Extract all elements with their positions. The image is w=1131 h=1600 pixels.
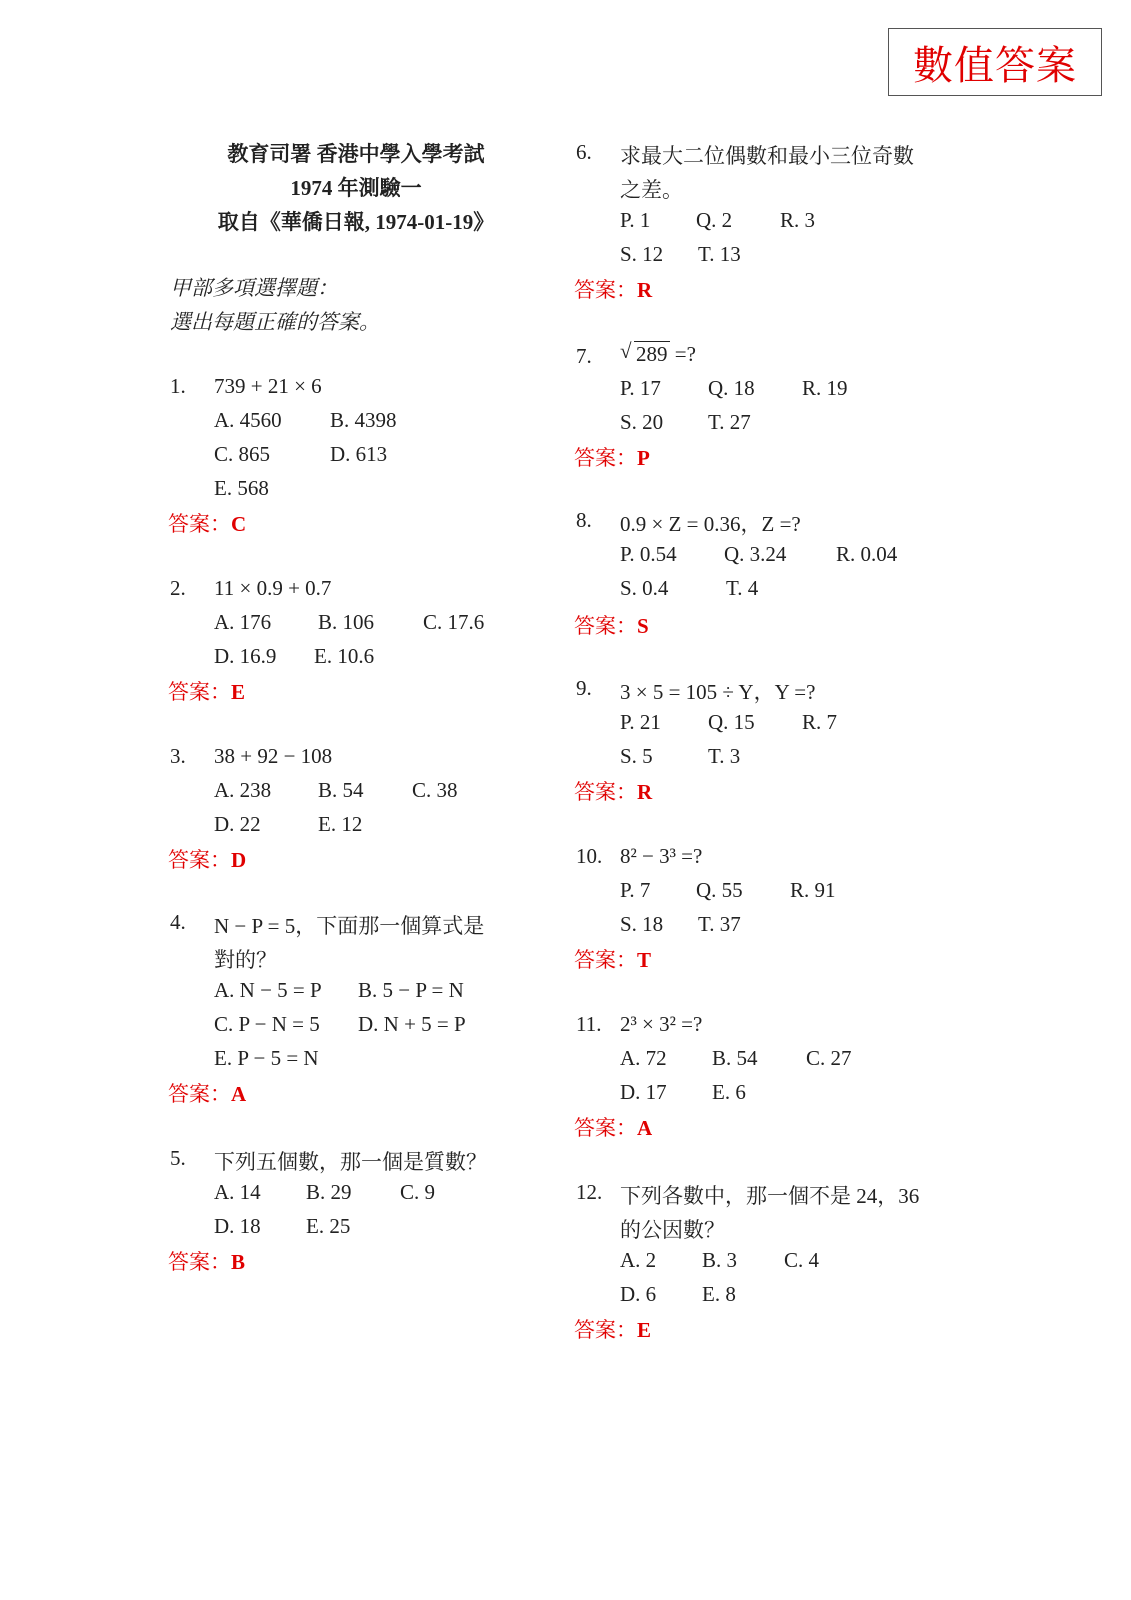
option: S. 12 (620, 242, 664, 266)
option: P. 21 (620, 710, 661, 734)
answer-label: 答案： (574, 1116, 637, 1140)
option: P. 1 (620, 208, 651, 232)
option: E. 10.6 (314, 644, 375, 668)
option: C. P − N = 5 (214, 1012, 320, 1036)
answer (574, 1314, 651, 1344)
question-text: 0.9 × Z = 0.36，Z =? (620, 512, 801, 536)
option: E. 568 (214, 476, 269, 500)
option: B. 106 (318, 610, 375, 634)
option: C. 4 (784, 1248, 820, 1272)
option: A. 238 (214, 778, 272, 802)
exam-source: 取自《華僑日報, 1974-01-19》 (217, 210, 495, 234)
option: B. 54 (712, 1046, 758, 1070)
option: Q. 3.24 (724, 542, 787, 566)
option: E. 12 (318, 812, 363, 836)
question-number: 8. (576, 508, 592, 532)
option: E. 6 (712, 1080, 746, 1104)
section-title: 甲部多項選擇題： (170, 276, 338, 300)
option: A. 2 (620, 1248, 657, 1272)
answer-type-stamp: 數值答案 (888, 28, 1102, 96)
question-number: 1. (170, 374, 186, 398)
option: Q. 2 (696, 208, 733, 232)
option: R. 0.04 (836, 542, 898, 566)
option: T. 13 (698, 242, 741, 266)
question-number: 10. (576, 844, 603, 868)
answer-label: 答案： (168, 848, 231, 872)
answer (168, 1078, 246, 1108)
answer-value: B (231, 1250, 246, 1274)
answer (574, 776, 652, 806)
answer-value: C (231, 512, 247, 536)
option: P. 0.54 (620, 542, 677, 566)
answer-label: 答案： (168, 512, 231, 536)
option: C. 9 (400, 1180, 436, 1204)
radical-sign: √ (620, 339, 632, 363)
answer-value: E (637, 1318, 652, 1342)
answer-label: 答案： (168, 680, 231, 704)
option: P. 7 (620, 878, 651, 902)
answer-label: 答案： (574, 948, 637, 972)
answer-value: R (637, 780, 653, 804)
exam-subtitle: 1974 年測驗一 (290, 176, 422, 200)
option: Q. 55 (696, 878, 743, 902)
option: D. 6 (620, 1282, 657, 1306)
option: A. 176 (214, 610, 272, 634)
answer (574, 442, 650, 472)
section-instruction: 選出每題正確的答案。 (170, 310, 380, 334)
question-text: 2³ × 3² =? (620, 1012, 703, 1036)
question-text: 3 × 5 = 105 ÷ Y，Y =? (620, 680, 816, 704)
answer-label: 答案： (574, 614, 637, 638)
option: D. 16.9 (214, 644, 277, 668)
option: B. 4398 (330, 408, 397, 432)
option: E. 8 (702, 1282, 736, 1306)
option: E. 25 (306, 1214, 351, 1238)
question-number: 6. (576, 140, 592, 164)
answer (168, 508, 246, 538)
option: R. 3 (780, 208, 816, 232)
option: T. 37 (698, 912, 741, 936)
answer-label: 答案： (574, 278, 637, 302)
option: T. 27 (708, 410, 751, 434)
question-number: 7. (576, 344, 592, 368)
option: A. 4560 (214, 408, 282, 432)
option: C. 865 (214, 442, 271, 466)
option: D. 613 (330, 442, 388, 466)
question-text-continued: 的公因數？ (620, 1218, 725, 1242)
option: B. 5 − P = N (358, 978, 464, 1002)
question-text: 739 + 21 × 6 (214, 374, 322, 398)
answer-value: T (637, 948, 652, 972)
option: R. 7 (802, 710, 838, 734)
square-root-symbol (620, 339, 670, 367)
answer-label: 答案： (574, 1318, 637, 1342)
answer (574, 274, 652, 304)
option: S. 18 (620, 912, 664, 936)
option: C. 27 (806, 1046, 852, 1070)
option: A. 72 (620, 1046, 667, 1070)
option: Q. 15 (708, 710, 755, 734)
answer (168, 1246, 245, 1276)
option: T. 3 (708, 744, 741, 768)
answer-label: 答案： (574, 446, 637, 470)
answer-value: P (637, 446, 650, 470)
option: P. 17 (620, 376, 661, 400)
question-number: 9. (576, 676, 592, 700)
option: B. 3 (702, 1248, 738, 1272)
answer (168, 844, 246, 874)
question-number: 11. (576, 1012, 602, 1036)
question-text: 下列各數中，那一個不是 24，36 (620, 1184, 920, 1208)
answer (574, 944, 651, 974)
answer-label: 答案： (574, 780, 637, 804)
answer (168, 676, 245, 706)
question-text: 11 × 0.9 + 0.7 (214, 576, 332, 600)
option: A. 14 (214, 1180, 261, 1204)
option: A. N − 5 = P (214, 978, 322, 1002)
answer-value: D (231, 848, 247, 872)
answer (574, 610, 649, 640)
option: D. 22 (214, 812, 261, 836)
option: E. P − 5 = N (214, 1046, 319, 1070)
option: D. 17 (620, 1080, 667, 1104)
option: T. 4 (726, 576, 759, 600)
option: Q. 18 (708, 376, 755, 400)
question-number: 5. (170, 1146, 186, 1170)
question-text-suffix: =? (669, 342, 696, 366)
option: D. N + 5 = P (358, 1012, 466, 1036)
answer-value: A (231, 1082, 247, 1106)
option: D. 18 (214, 1214, 261, 1238)
option: C. 38 (412, 778, 458, 802)
answer-value: A (637, 1116, 653, 1140)
question-text: 8² − 3³ =? (620, 844, 703, 868)
option: B. 54 (318, 778, 364, 802)
question-text-continued: 對的？ (214, 948, 277, 972)
answer-value: E (231, 680, 246, 704)
question-text (620, 339, 696, 367)
question-text: N − P = 5，下面那一個算式是 (214, 914, 485, 938)
question-number: 3. (170, 744, 186, 768)
answer-label: 答案： (168, 1082, 231, 1106)
question-number: 2. (170, 576, 186, 600)
option: C. 17.6 (423, 610, 485, 634)
answer-value: R (637, 278, 653, 302)
option: S. 0.4 (620, 576, 669, 600)
question-number: 4. (170, 910, 186, 934)
option: R. 19 (802, 376, 848, 400)
question-number: 12. (576, 1180, 603, 1204)
option: S. 5 (620, 744, 653, 768)
answer (574, 1112, 652, 1142)
option: B. 29 (306, 1180, 352, 1204)
answer-value: S (637, 614, 649, 638)
question-text: 38 + 92 − 108 (214, 744, 333, 768)
question-text: 求最大二位偶數和最小三位奇數 (620, 144, 914, 168)
radicand: 289 (636, 342, 668, 366)
question-text: 下列五個數，那一個是質數？ (214, 1150, 487, 1174)
question-text-continued: 之差。 (620, 178, 683, 202)
exam-title: 教育司署 香港中學入學考試 (227, 142, 485, 166)
option: S. 20 (620, 410, 664, 434)
answer-label: 答案： (168, 1250, 231, 1274)
option: R. 91 (790, 878, 836, 902)
